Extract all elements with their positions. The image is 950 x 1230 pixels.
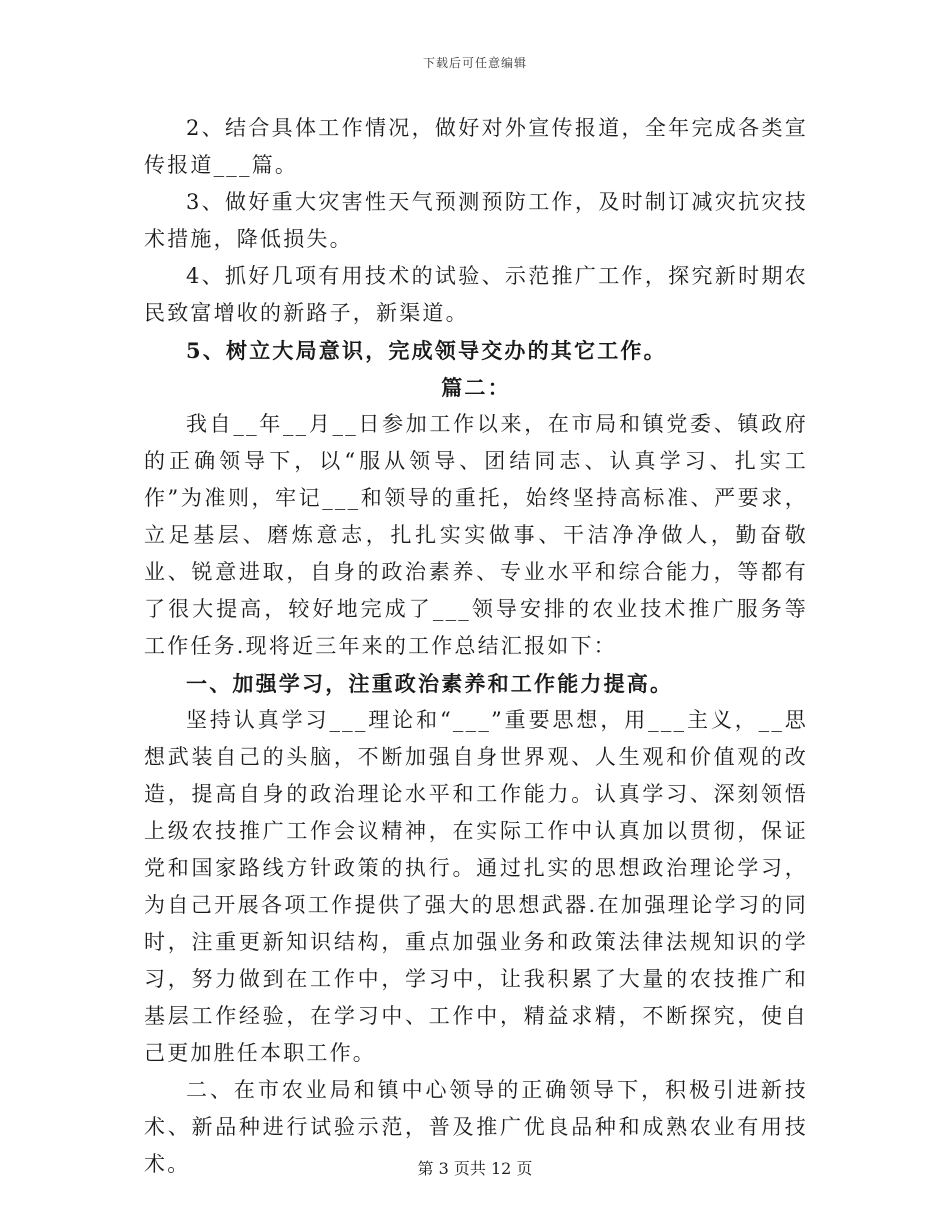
section-title: 篇二： [441, 375, 511, 400]
paragraph-item-2: 2、结合具体工作情况，做好对外宣传报道，全年完成各类宣传报道___篇。 [144, 116, 808, 177]
heading-study: 一、加强学习，注重政治素养和工作能力提高。 [186, 671, 674, 696]
intro-paragraph: 我自__年__月__日参加工作以来，在市局和镇党委、镇政府的正确领导下，以“服从领导、团结同志、认真学习、扎实工作”为准则，牢记___和领导的重托，始终坚持高标准、严要求，立足基层、磨炼意志，扎扎实实做事、干洁净净做人，勤奋敬业、锐意进取，自身的政治素养、专业水平和综合能力，等都有了很大提高，较好地完成了___领导安排的农业技术推广服务等工作任务.现将近三年来的工作总结汇报如下： [144, 412, 808, 658]
document-body [144, 110, 808, 1183]
paragraph-item-4: 4、抓好几项有用技术的试验、示范推广工作，探究新时期农民致富增收的新路子，新渠道。 [144, 264, 808, 325]
page-number-footer: 第 3 页共 12 页 [417, 1159, 533, 1178]
study-paragraph: 坚持认真学习___理论和“___”重要思想，用___主义，__思想武装自己的头脑，不断加强自身世界观、人生观和价值观的改造，提高自身的政治理论水平和工作能力。认真学习、深刻领悟上级农技推广工作会议精神，在实际工作中认真加以贯彻，保证党和国家路线方针政策的执行。通过扎实的思想政治理论学习，为自己开展各项工作提供了强大的思想武器.在加强理论学习的同时，注重更新知识结构，重点加强业务和政策法律法规知识的学习，努力做到在工作中，学习中，让我积累了大量的农技推广和基层工作经验，在学习中、工作中，精益求精，不断探究，使自己更加胜任本职工作。 [144, 708, 808, 1065]
paragraph-item-3: 3、做好重大灾害性天气预测预防工作，及时制订减灾抗灾技术措施，降低损失。 [144, 190, 808, 251]
paragraph-item-5: 5、树立大局意识，完成领导交办的其它工作。 [186, 338, 667, 363]
technology-paragraph: 二、在市农业局和镇中心领导的正确领导下，积极引进新技术、新品种进行试验示范，普及推广优良品种和成熟农业有用技术。 [144, 1078, 808, 1176]
page-header-note: 下载后可任意编辑 [422, 56, 527, 70]
